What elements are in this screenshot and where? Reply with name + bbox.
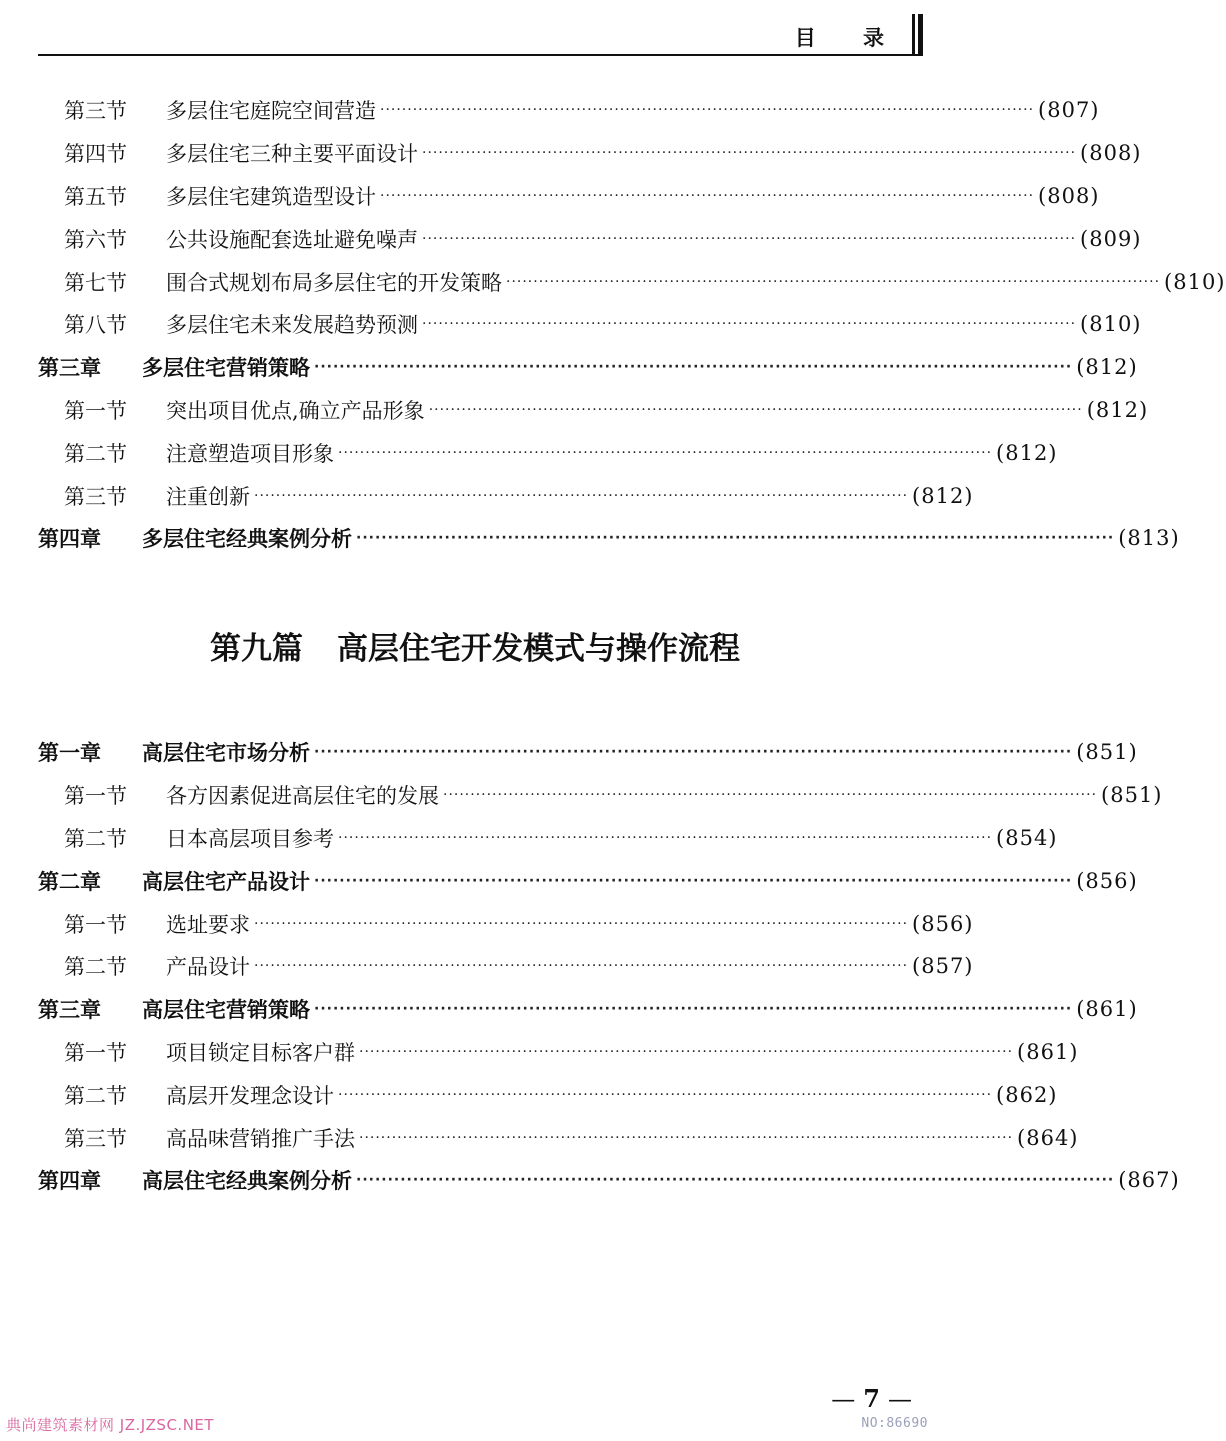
toc-chapter-entry[interactable]	[38, 859, 1138, 902]
toc-dot-leader: ························································································································	[314, 1001, 1073, 1018]
toc-entry-title: 项目锁定目标客户群	[166, 1040, 355, 1065]
header-title: 目 录	[794, 26, 904, 50]
toc-dot-leader: ························································································································	[422, 316, 1077, 333]
toc-dot-leader: ························································································································	[506, 273, 1161, 290]
toc-dot-leader: ························································································································	[380, 102, 1035, 119]
toc-section-entry[interactable]	[38, 1116, 1079, 1159]
toc-dot-leader: ························································································································	[359, 1129, 1014, 1146]
header-rule	[38, 54, 920, 56]
toc-dot-leader: ························································································································	[338, 444, 993, 461]
page-dash-right: —	[888, 1385, 912, 1413]
toc-entry-label: 第三节	[64, 484, 127, 509]
toc-bottom-list	[38, 731, 1180, 1202]
toc-entry-page: (864)	[1017, 1125, 1079, 1150]
toc-entry-page: (856)	[1076, 868, 1138, 893]
toc-entry-label: 第四章	[38, 527, 101, 552]
toc-entry-title: 高层住宅产品设计	[142, 869, 310, 894]
toc-entry-title: 产品设计	[166, 955, 250, 980]
toc-entry-label: 第二章	[38, 869, 101, 894]
toc-entry-title: 突出项目优点,确立产品形象	[166, 398, 425, 423]
toc-dot-leader: ························································································································	[338, 829, 993, 846]
toc-entry-page: (862)	[996, 1082, 1058, 1107]
toc-section-entry[interactable]	[38, 260, 1226, 303]
toc-entry-title: 高品味营销推广手法	[166, 1126, 355, 1151]
toc-chapter-entry[interactable]	[38, 988, 1138, 1031]
toc-dot-leader: ························································································································	[356, 1172, 1115, 1189]
toc-dot-leader: ························································································································	[254, 958, 909, 975]
toc-entry-title: 多层住宅未来发展趋势预测	[166, 313, 418, 338]
toc-entry-title: 日本高层项目参考	[166, 826, 334, 851]
toc-entry-page: (854)	[996, 825, 1058, 850]
toc-entry-title: 选址要求	[166, 912, 250, 937]
toc-dot-leader: ························································································································	[443, 787, 1098, 804]
toc-entry-page: (812)	[1086, 397, 1149, 422]
toc-section-entry[interactable]	[38, 945, 974, 988]
toc-entry-page: (810)	[1080, 312, 1142, 337]
toc-entry-page: (856)	[912, 911, 974, 936]
toc-entry-page: (808)	[1038, 183, 1100, 208]
toc-top-list	[38, 89, 1226, 560]
toc-entry-label: 第一章	[38, 741, 101, 766]
toc-entry-page: (809)	[1080, 226, 1142, 251]
toc-entry-title: 高层住宅经典案例分析	[142, 1169, 352, 1194]
toc-entry-label: 第二节	[64, 826, 127, 851]
toc-section-entry[interactable]	[38, 902, 974, 945]
toc-entry-title: 多层住宅三种主要平面设计	[166, 142, 418, 167]
toc-dot-leader: ························································································································	[254, 915, 909, 932]
page-number: 7	[863, 1384, 880, 1413]
page-number-footer	[823, 1384, 920, 1413]
toc-entry-title: 多层住宅建筑造型设计	[166, 184, 376, 209]
toc-entry-page: (861)	[1017, 1039, 1079, 1064]
toc-entry-title: 多层住宅庭院空间营造	[166, 99, 376, 124]
toc-section-entry[interactable]	[38, 1073, 1058, 1116]
toc-section-entry[interactable]	[38, 431, 1058, 474]
toc-chapter-entry[interactable]	[38, 1159, 1180, 1202]
toc-entry-label: 第六节	[64, 227, 127, 252]
toc-entry-label: 第二节	[64, 441, 127, 466]
toc-entry-label: 第三节	[64, 1126, 127, 1151]
watermark-site: 典尚建筑素材网 JZ.JZSC.NET	[6, 1416, 215, 1434]
part-title	[0, 623, 950, 668]
toc-dot-leader: ························································································································	[422, 230, 1077, 247]
toc-dot-leader: ························································································································	[422, 145, 1077, 162]
toc-dot-leader: ························································································································	[314, 872, 1073, 889]
toc-chapter-entry[interactable]	[38, 731, 1138, 774]
part-label: 第九篇	[210, 631, 303, 667]
toc-section-entry[interactable]	[38, 1031, 1079, 1074]
toc-entry-page: (810)	[1164, 269, 1226, 294]
toc-entry-label: 第八节	[64, 313, 127, 338]
toc-entry-title: 高层住宅营销策略	[142, 998, 310, 1023]
toc-entry-label: 第四章	[38, 1169, 101, 1194]
toc-entry-label: 第一节	[64, 784, 127, 809]
toc-entry-label: 第二节	[64, 1083, 127, 1108]
toc-entry-label: 第三章	[38, 998, 101, 1023]
toc-section-entry[interactable]	[38, 474, 974, 517]
toc-entry-page: (851)	[1076, 740, 1138, 765]
toc-entry-title: 注意塑造项目形象	[166, 441, 334, 466]
toc-entry-page: (861)	[1076, 997, 1138, 1022]
toc-section-entry[interactable]	[38, 217, 1142, 260]
page-dash-left: —	[831, 1385, 856, 1413]
toc-entry-title: 多层住宅经典案例分析	[142, 527, 352, 552]
toc-entry-label: 第三节	[64, 99, 127, 124]
toc-section-entry[interactable]	[38, 303, 1142, 346]
toc-dot-leader: ························································································································	[314, 744, 1073, 761]
toc-entry-title: 公共设施配套选址避免噪声	[166, 227, 418, 252]
toc-dot-leader: ························································································································	[338, 1086, 993, 1103]
page-header	[0, 0, 950, 60]
toc-section-entry[interactable]	[38, 389, 1149, 432]
toc-dot-leader: ························································································································	[356, 530, 1115, 547]
toc-dot-leader: ························································································································	[428, 401, 1083, 418]
toc-entry-label: 第一节	[64, 1040, 127, 1065]
part-heading: 高层住宅开发模式与操作流程	[337, 631, 740, 667]
header-bar-thick	[918, 14, 923, 56]
toc-section-entry[interactable]	[38, 89, 1100, 132]
toc-entry-title: 高层开发理念设计	[166, 1083, 334, 1108]
toc-entry-page: (812)	[912, 483, 974, 508]
toc-entry-title: 高层住宅市场分析	[142, 741, 310, 766]
toc-entry-page: (812)	[1076, 355, 1138, 380]
toc-entry-label: 第一节	[64, 912, 127, 937]
toc-section-entry[interactable]	[38, 175, 1100, 218]
toc-chapter-entry[interactable]	[38, 517, 1180, 560]
toc-chapter-entry[interactable]	[38, 346, 1138, 389]
toc-section-entry[interactable]	[38, 132, 1142, 175]
toc-dot-leader: ························································································································	[359, 1043, 1014, 1060]
toc-dot-leader: ························································································································	[314, 359, 1073, 376]
toc-entry-title: 各方因素促进高层住宅的发展	[166, 784, 439, 809]
toc-section-entry[interactable]	[38, 774, 1163, 817]
toc-entry-label: 第一节	[64, 398, 127, 423]
toc-section-entry[interactable]	[38, 817, 1058, 860]
toc-entry-label: 第七节	[64, 270, 127, 295]
toc-entry-title: 围合式规划布局多层住宅的开发策略	[166, 270, 502, 295]
toc-entry-page: (812)	[996, 440, 1058, 465]
toc-entry-title: 注重创新	[166, 484, 250, 509]
toc-entry-page: (851)	[1101, 783, 1163, 808]
toc-entry-page: (867)	[1118, 1168, 1180, 1193]
toc-entry-label: 第五节	[64, 184, 127, 209]
toc-entry-page: (857)	[912, 954, 974, 979]
toc-dot-leader: ························································································································	[254, 487, 909, 504]
header-bar-thin	[912, 14, 915, 56]
toc-entry-label: 第三章	[38, 356, 101, 381]
toc-entry-label: 第二节	[64, 955, 127, 980]
toc-dot-leader: ························································································································	[380, 187, 1035, 204]
toc-entry-page: (813)	[1118, 526, 1180, 551]
watermark-id: NO:86690	[861, 1416, 928, 1431]
toc-entry-page: (808)	[1080, 141, 1142, 166]
toc-entry-label: 第四节	[64, 142, 127, 167]
toc-entry-page: (807)	[1038, 98, 1100, 123]
toc-entry-title: 多层住宅营销策略	[142, 356, 310, 381]
